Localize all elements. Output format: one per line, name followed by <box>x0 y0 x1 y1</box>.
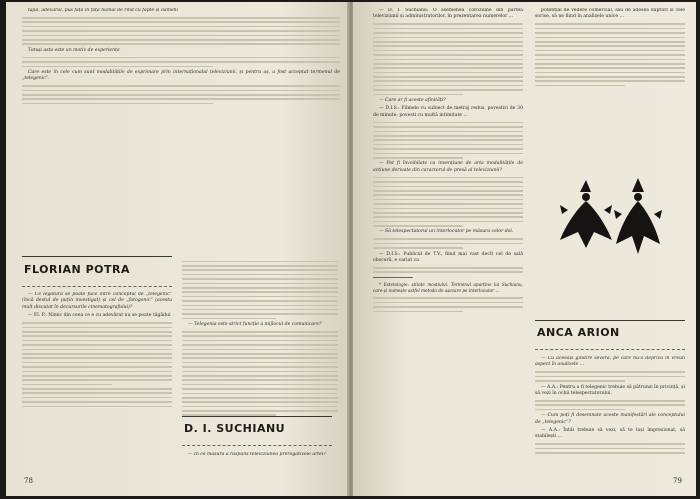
author1-answer: — Fl. P.: Nimic din ceea ce e cu adevărat nu se poate tăgădui <box>28 313 171 319</box>
author3-column <box>535 356 685 476</box>
author3-question: — Cu aceeași gîndire severă, pe care nu-o depriva în vreun aspect în analizele ... <box>535 356 685 368</box>
intro-line-2: Totuși asta este un motiv de experiențe <box>28 47 120 53</box>
right-right-column <box>535 8 685 148</box>
intro-line-1: tajul, adevărul, pus față în față numai de rînd cu fapte și oameni <box>28 8 178 13</box>
page-number-left: 78 <box>24 477 33 485</box>
question-3: — Să telespectatorul un interlocutor pe măsura celor doi. <box>379 229 514 235</box>
middle-column <box>182 258 338 476</box>
dancing-figures-illustration <box>558 170 668 270</box>
author3-rule <box>535 320 685 321</box>
author2-name: D. I. SUCHIANU <box>184 422 286 435</box>
footnote: * Estetologie: științe moștiului. Termenul aparține lui Suchianu, care-și numește astfel metoda de așezare pe interlocutor ... <box>373 282 523 294</box>
question-intro: Care este în cele cum sunt modalitățile de exprimare prin internaționalul televiziunii, și pentru aș, a fost acceptat termenul de „telegenic”. <box>22 69 340 82</box>
right-column-text: potențial de vedere comercial, sau de adesea dăpturi și cele sorise, să ne fiind în analizele unice ... <box>535 8 685 20</box>
author3-answer-1: — A.A.: Pentru a fi telegenic trebuie să pătrunzi în privință, și să vezi în ochii telespectatorului. <box>535 384 685 396</box>
suchianu-answer-top: — D. I. Suchianu: O asemenea coroziune din partea televiziunii și administratorilor, în prezentarea numerelor ... <box>373 8 523 20</box>
intro-column <box>22 8 340 128</box>
author2-question: — În ce măsură a răspuns televiziunea prerogativele artei? <box>188 452 326 457</box>
left-page <box>6 2 349 496</box>
page-number-right: 79 <box>673 477 682 485</box>
author1-name: FLORIAN POTRA <box>24 263 130 276</box>
author2-col-question: — Telegenia este strict funcție a mijlocul de comunicare? <box>188 322 322 328</box>
book-spread <box>6 2 696 496</box>
question-2: — Pot fi învoibilate ca invențiune de arta modalitățile de acțiune derivate din caracterul de presă al televiziunii? <box>373 161 523 173</box>
question-1-answer: — D.I.S.: Filmele cu subiect de metraj redus, povestiri de 30 de minute, povesti cu multă intimitate ... <box>373 106 523 118</box>
author1-question: — Ce legătură se poate face între conceptul de „telegenic” (încă destul de puțin investigat) și cel de „fotogenic” (acesta mult discutat în decursurile cinematografului)? <box>22 292 172 310</box>
author2-rule <box>182 416 332 417</box>
right-left-column <box>373 8 523 478</box>
author3-name: ANCA ARION <box>537 326 620 339</box>
author1-rule <box>22 256 172 257</box>
right-page <box>353 2 696 496</box>
question-1: — Care ar fi aceste afinități? <box>379 98 446 104</box>
author1-column <box>22 292 172 452</box>
question-4-answer: — D.I.S.: Publicul de T.V., fiind mai vast decît cel de sală obscură, e variat ca <box>373 251 523 264</box>
author3-answer-2: — A.A.: Întâi trebuie să vezi, să te lași împresionat, să stabilești ... <box>535 427 685 440</box>
author3-question-2: — Cum poți fi desemnate aceste manifestări ale conceptului de „telegenic”? <box>535 413 685 425</box>
author2-question-block <box>182 452 332 472</box>
